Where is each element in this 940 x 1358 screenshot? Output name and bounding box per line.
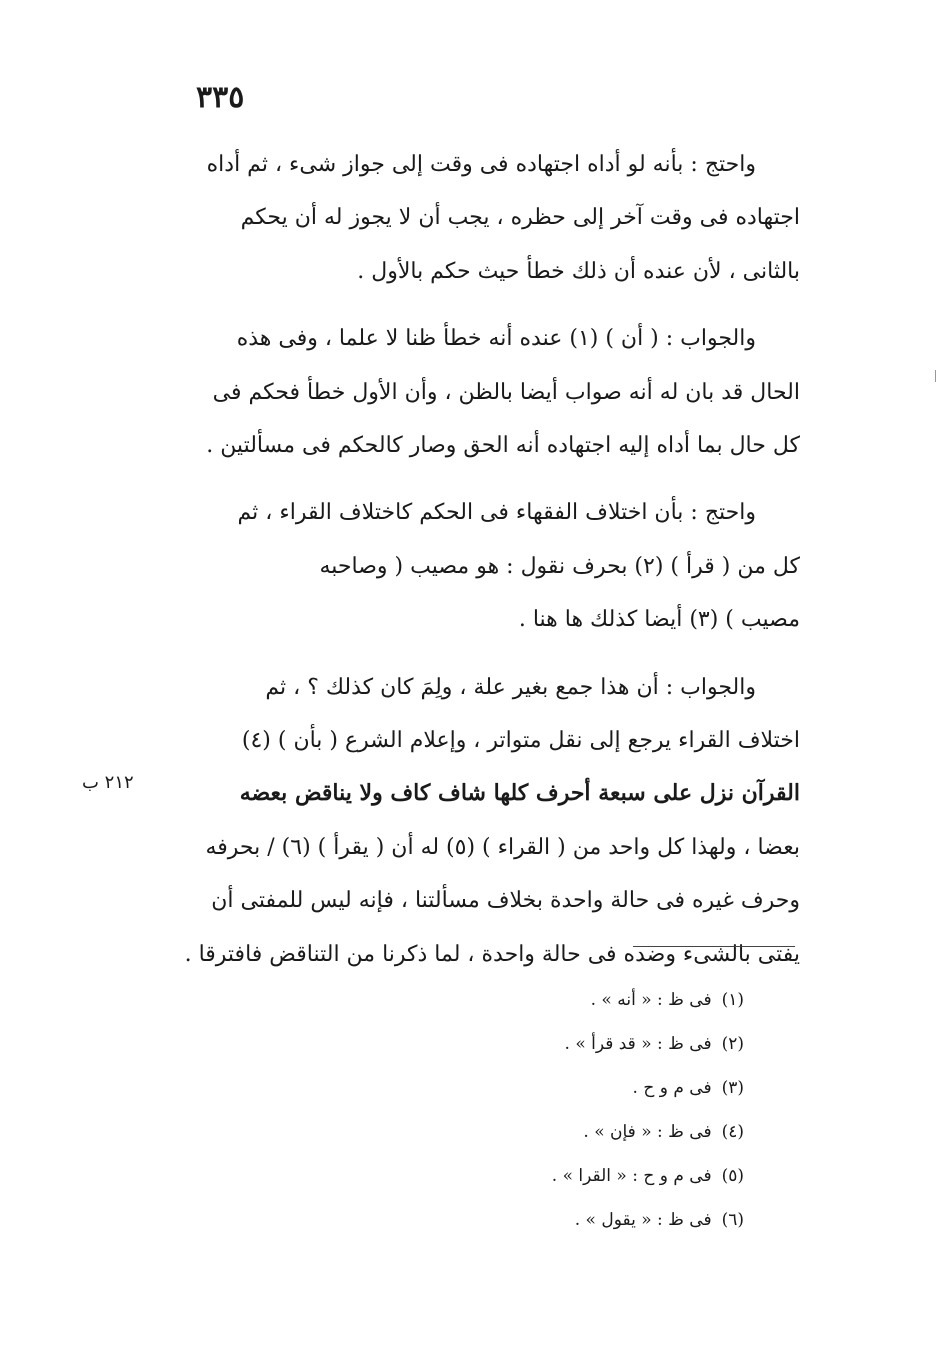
- text-line: واحتج : بأن اختلاف الفقهاء فى الحكم كاختلاف القراء ، ثم: [237, 500, 756, 526]
- paragraph-2: [160, 312, 800, 472]
- footnote-number: (٦): [721, 1210, 744, 1230]
- text-line: القرآن نزل على سبعة أحرف كلها شاف كاف ولا يناقض بعضه: [239, 780, 800, 807]
- manuscript-folio-note: ٢١٢ ب: [82, 772, 134, 793]
- footnote-number: (٤): [721, 1122, 744, 1142]
- text-line: كل من ( قرأ ) (٢) بحرف نقول : هو مصيب ( وصاحبه: [319, 553, 800, 579]
- footnote-text: فى م و ح : « القرا » .: [551, 1166, 712, 1186]
- text-line: الحال قد بان له أنه صواب أيضا بالظن ، وأن الأول خطأ فحكم فى: [212, 379, 800, 405]
- footnote-text: فى ظ : « فإن » .: [583, 1122, 712, 1142]
- footnote-number: (٥): [721, 1166, 744, 1186]
- paragraph-1: [160, 138, 800, 298]
- footnote-divider: [633, 946, 795, 947]
- text-line: بالثانى ، لأن عنده أن ذلك خطأ حيث حكم بالأول .: [357, 258, 800, 284]
- footnote-text: فى ظ : « يقول » .: [574, 1210, 712, 1230]
- footnote-number: (١): [721, 990, 744, 1010]
- text-line: واحتج : بأنه لو أداه اجتهاده فى وقت إلى جواز شىء ، ثم أداه: [206, 152, 756, 177]
- text-line: والجواب : ( أن ) (١) عنده أنه خطأ ظنا لا علما ، وفى هذه: [236, 326, 756, 352]
- text-line: اجتهاده فى وقت آخر إلى حظره ، يجب أن لا يجوز له أن يحكم: [240, 205, 800, 231]
- text-line: والجواب : أن هذا جمع بغير علة ، ولِمَ كان كذلك ؟ ، ثم: [265, 674, 756, 700]
- text-line: بعضا ، ولهذا كل واحد من ( القراء ) (٥) له أن ( يقرأ ) (٦) / بحرفه: [205, 834, 800, 860]
- margin-tick: [935, 370, 936, 382]
- main-text: [160, 138, 800, 995]
- footnote-number: (٣): [721, 1078, 744, 1098]
- footnote-item: [324, 1110, 744, 1154]
- text-line: اختلاف القراء يرجع إلى نقل متواتر ، وإعلام الشرع ( بأن ) (٤): [241, 728, 800, 754]
- paragraph-4: [160, 661, 800, 981]
- footnote-item: [324, 978, 744, 1022]
- footnote-text: فى ظ : « قد قرأ » .: [564, 1034, 712, 1054]
- page-number: ٣٣٥: [196, 80, 245, 115]
- footnote-number: (٢): [721, 1034, 744, 1054]
- text-line: وحرف غيره فى حالة واحدة بخلاف مسألتنا ، فإنه ليس للمفتى أن: [211, 888, 800, 914]
- footnotes: [324, 978, 744, 1242]
- paragraph-3: [160, 486, 800, 646]
- text-line: مصيب ) (٣) أيضا كذلك ها هنا .: [518, 607, 800, 633]
- footnote-item: [324, 1198, 744, 1242]
- footnote-text: فى ظ : « أنه » .: [590, 990, 712, 1010]
- footnote-item: [324, 1154, 744, 1198]
- footnote-item: [324, 1022, 744, 1066]
- text-line: كل حال بما أداه إليه اجتهاده أنه الحق وصار كالحكم فى مسألتين .: [206, 433, 800, 459]
- footnote-item: [324, 1066, 744, 1110]
- footnote-text: فى م و ح .: [632, 1078, 712, 1098]
- text-line: يفتى بالشىء وضده فى حالة واحدة ، لما ذكرنا من التناقض فافترقا .: [184, 941, 800, 967]
